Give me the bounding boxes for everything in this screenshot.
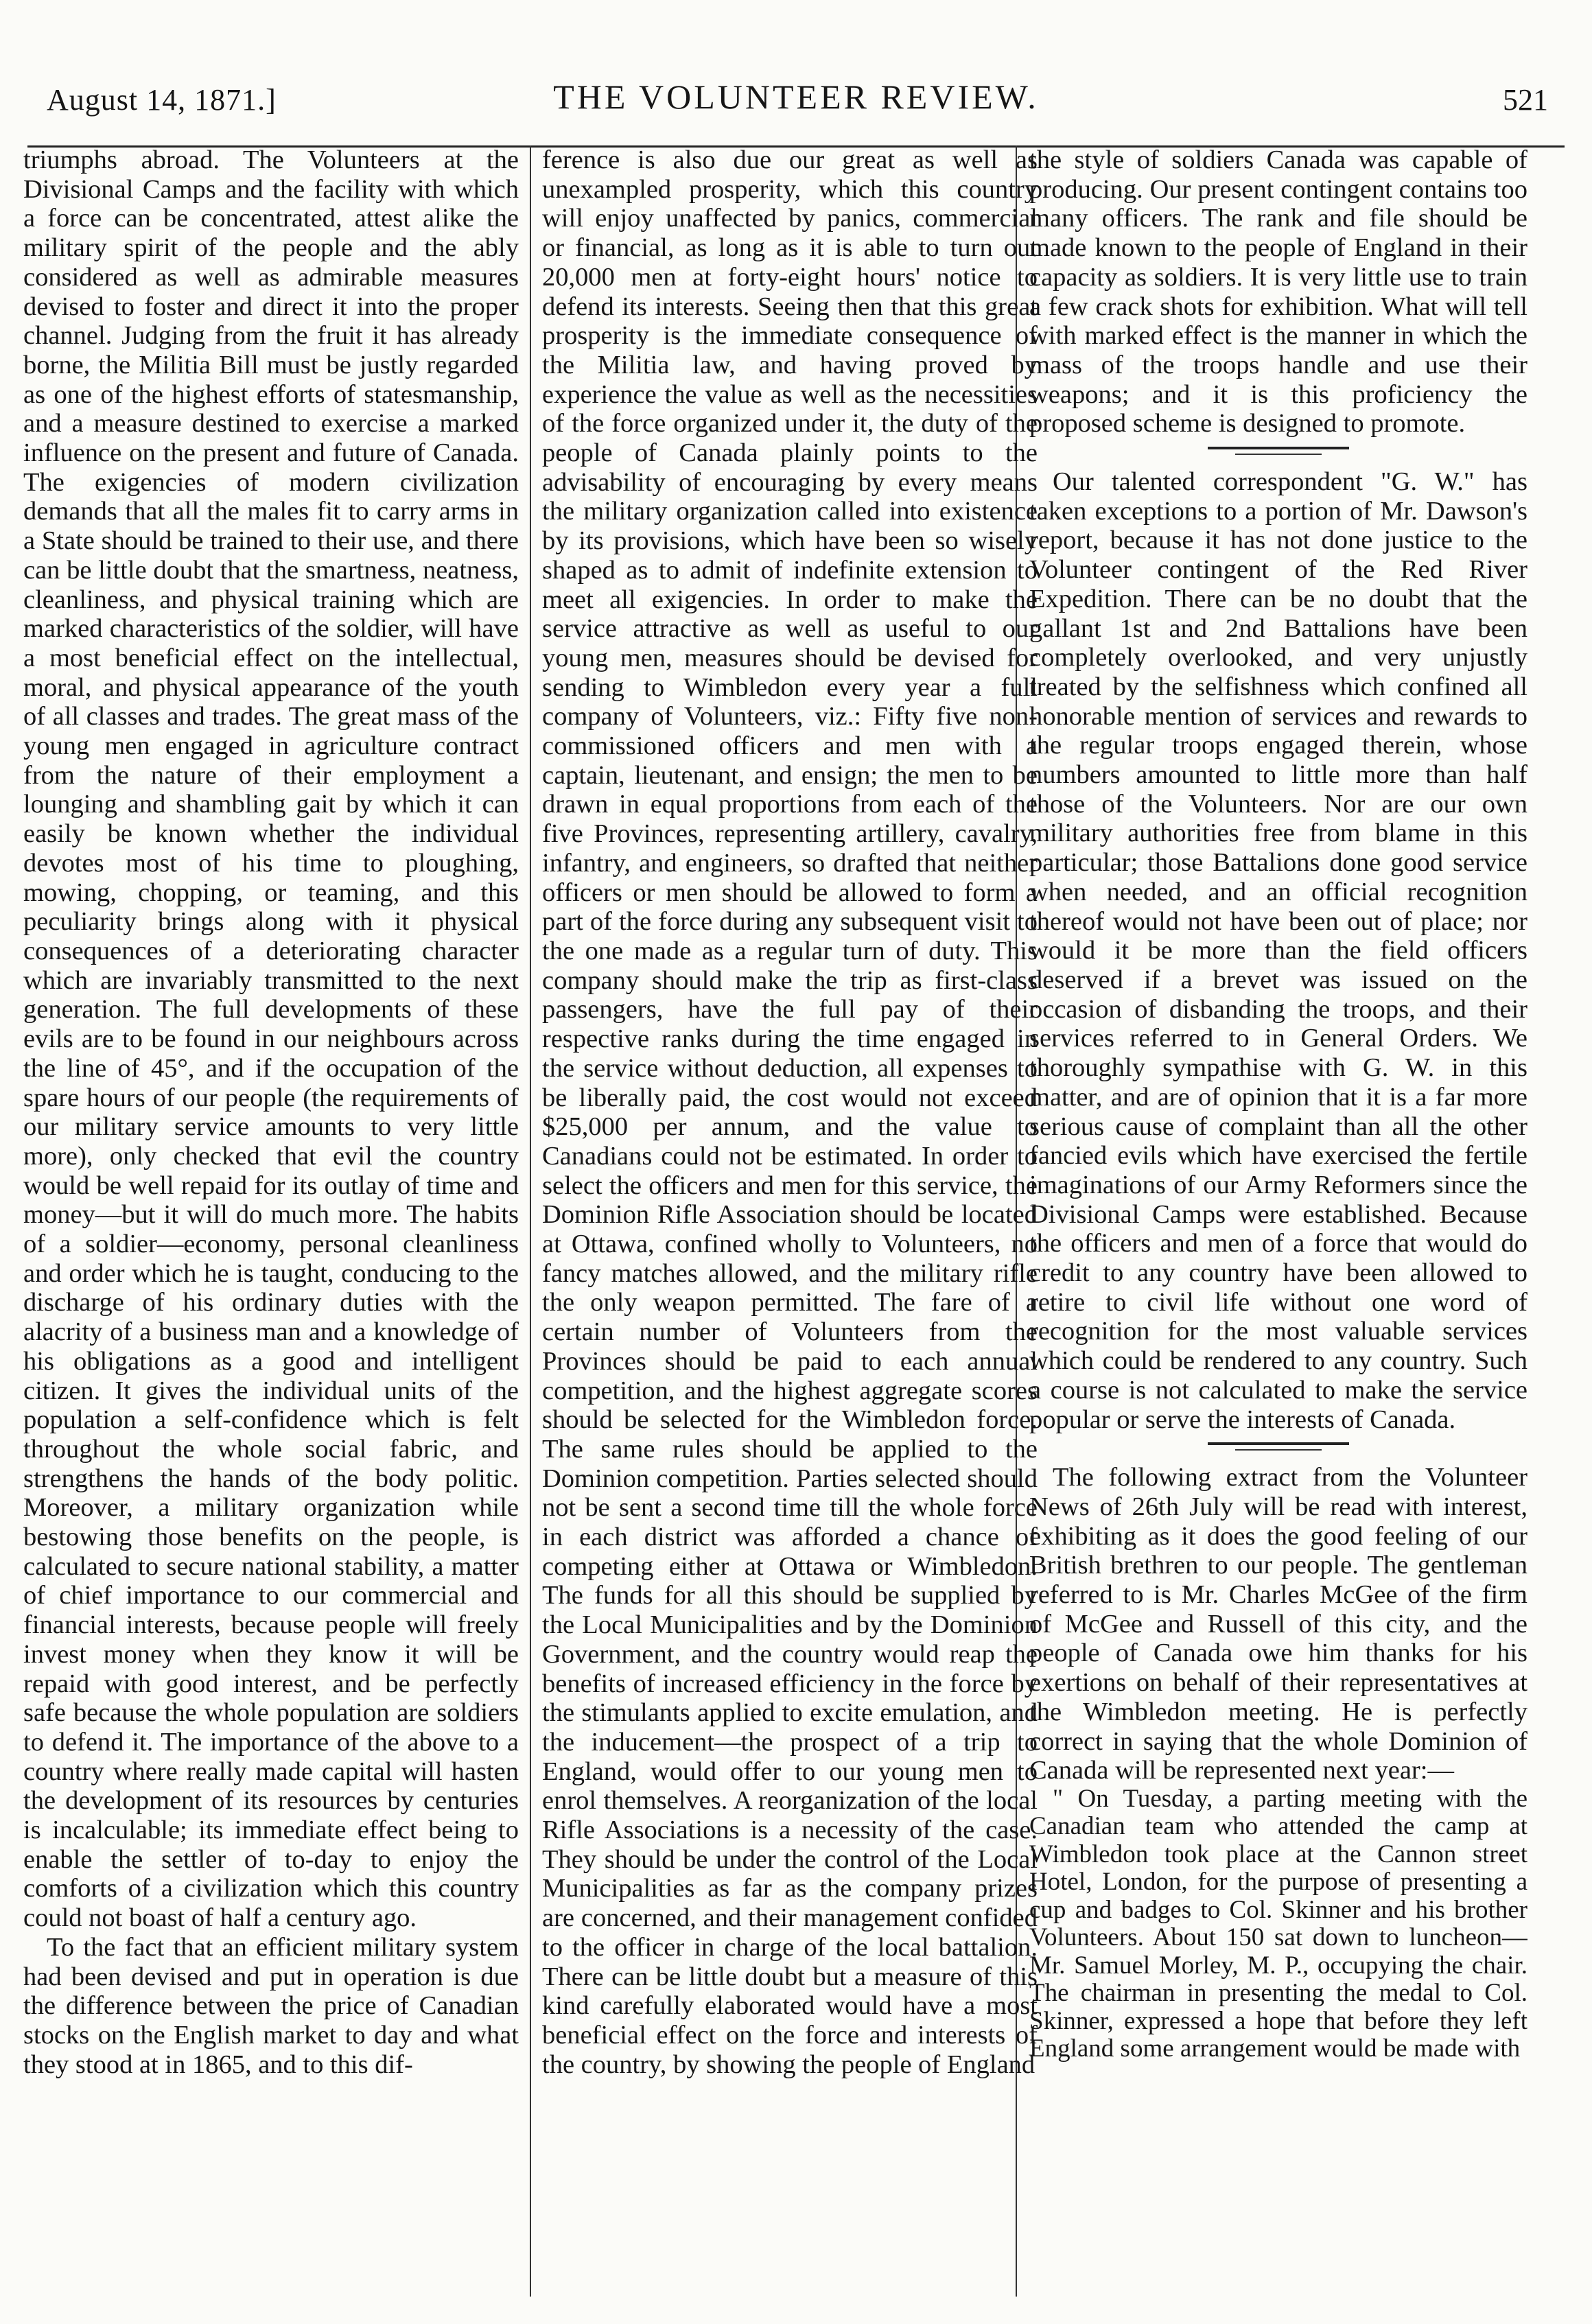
article-paragraph: triumphs abroad. The Volunteers at the Divisional Camps and the facility with which a force can be concentrated, attest alike the military spirit of the people and the ably considered as well as admirable measures devised to foster and direct it into the proper channel. Judging from the fruit it has already borne, the Militia Bill must be justly regarded as one of the highest efforts of statesmanship, and a measure destined to exercise a marked influence on the present and future of Canada. The exigencies of modern civilization demands that all the males fit to carry arms in a State should be trained to their use, and there can be little doubt that the smartness, neatness, cleanliness, and physical training which are marked characteristics of the soldier, will have a most beneficial effect on the intellectual, moral, and physical appearance of the youth of all classes and trades. The great mass of the young men engaged in agriculture contract from the nature of their employment a lounging and shambling gait by which it can easily be known whether the individual devotes most of his time to ploughing, mowing, chopping, or teaming, and this peculiarity brings along with it physical consequences of a deteriorating character which are invariably transmitted to the next generation. The full developments of these evils are to be found in our neighbours across the line of 45°, and if the occupation of the spare hours of our people (the requirements of our military service amounts to very little more), only checked that evil the country would be well repaid for its outlay of time and money—but it will do much more. The habits of a soldier—economy, personal cleanliness and order which he is taught, conducing to the discharge of his ordinary duties with the alacrity of a business man and a knowledge of his obligations as a good and intelligent citizen. It gives the individual units of the population a self-confidence which is felt throughout the whole social fabric, and strengthens the hands of the body politic. Moreover, a military organization while bestowing those benefits on the people, is calculated to secure national stability, a matter of chief importance to our commercial and financial interests, because people will freely invest money when they know it will be repaid with good interest, and be perfectly safe because the whole population are soldiers to defend it. The importance of the above to a country where really made capital will hasten the development of its resources by centuries is incalculable; its immediate effect being to enable the settler of to-day to enjoy the comforts of a civilization which this country could not boast of half a century ago.: [23, 145, 519, 1933]
article-paragraph: ference is also due our great as well as unexampled prosperity, which this country will enjoy unaffected by panics, commercial or financial, as long as it is able to turn out 20,000 men at forty-eight hours' notice to defend its interests. Seeing then that this great prosperity is the immediate consequence of the Militia law, and having proved by experience the value as well as the necessities of the force organized under it, the duty of the people of Canada plainly points to the advisability of encouraging by every means the military organization called into existence by its provisions, which have been so wisely shaped as to admit of indefinite extension to meet all exigencies. In order to make the service attractive as well as useful to our young men, measures should be devised for sending to Wimbledon every year a full company of Volunteers, viz.: Fifty five non-commissioned officers and men with a captain, lieutenant, and ensign; the men to be drawn in equal proportions from each of the five Provinces, representing artillery, cavalry, infantry, and engineers, so drafted that neither officers or men should be allowed to form a part of the force during any subsequent visit to the one made as a regular turn of duty. This company should make the trip as first-class passengers, have the full pay of their respective ranks during the time engaged in the service without deduction, all expenses to be liberally paid, the cost would not exceed $25,000 per annum, and the value to Canadians could not be estimated. In order to select the officers and men for this service, the Dominion Rifle Association should be located at Ottawa, confined wholly to Volunteers, no fancy matches allowed, and the military rifle the only weapon permitted. The fare of a certain number of Volunteers from the Provinces should be paid to each annual competition, and the highest aggregate scores should be selected for the Wimbledon force. The same rules should be applied to the Dominion competition. Parties selected should not be sent a second time till the whole force in each district was afforded a chance of competing either at Ottawa or Wimbledon. The funds for all this should be supplied by the Local Municipalities and by the Dominion Government, and the country would reap the benefits of increased efficiency in the force by the stimulants applied to excite emulation, and the inducement—the prospect of a trip to England, would offer to our young men to enrol themselves. A reorganization of the local Rifle Associations is a necessity of the case. They should be under the control of the Local Municipalities as far as the company prizes are concerned, and their management confided to the officer in charge of the local battalion. There can be little doubt but a measure of this kind carefully elaborated would have a most beneficial effect on the force and interests of the country, by showing the people of England: [542, 145, 1038, 2079]
page-number: 521: [1503, 83, 1548, 117]
article-paragraph: To the fact that an efficient military system had been devised and put in operation is due the difference between the price of Canadian stocks on the English market to day and what they stood at in 1865, and to this dif-: [23, 1932, 519, 2079]
column-2: [542, 145, 1038, 2324]
article-paragraph: Our talented correspondent "G. W." has taken exceptions to a portion of Mr. Dawson's report, because it has not done justice to the Volunteer contingent of the Red River Expedition. There can be no doubt that the gallant 1st and 2nd Battalions have been completely overlooked, and very unjustly treated by the selfishness which confined all honorable mention of services and rewards to the regular troops engaged therein, whose numbers amounted to little more than half those of the Volunteers. Nor are our own military authorities free from blame in this particular; those Battalions done good service when needed, and an official recognition thereof would not have been out of place; nor would it be more than the field officers deserved if a brevet was issued on the occasion of disbanding the troops, and their services referred to in General Orders. We thoroughly sympathise with G. W. in this matter, and are of opinion that it is a far more serious cause of complaint than all the other fancied evils which have exercised the fertile imaginations of our Army Reformers since the Divisional Camps were established. Because the officers and men of a force that would do credit to any country have been allowed to retire to civil life without one word of recognition for the most valuable services which could be rendered to any country. Such a course is not calculated to make the service popular or serve the interests of Canada.: [1029, 467, 1527, 1434]
section-divider: [1029, 1434, 1527, 1463]
publication-title: THE VOLUNTEER REVIEW.: [553, 78, 1039, 116]
article-paragraph: the style of soldiers Canada was capable of producing. Our present contingent contains too many officers. The rank and file should be made known to the people of England in their capacity as soldiers. It is very little use to train a few crack shots for exhibition. What will tell with marked effect is the manner in which the mass of the troops handle and use their weapons; and it is this proficiency the proposed scheme is designed to promote.: [1029, 145, 1527, 438]
page-header: [27, 0, 1565, 148]
column-3: [1029, 145, 1527, 2324]
section-divider: [1029, 438, 1527, 467]
quoted-extract: " On Tuesday, a parting meeting with the Canadian team who attended the camp at Wimbledon took place at the Cannon street Hotel, London, for the purpose of presenting a cup and badges to Col. Skinner and his brother Volunteers. About 150 sat down to luncheon—Mr. Samuel Morley, M. P., occupying the chair. The chairman in presenting the medal to Col. Skinner, expressed a hope that before they left England some arrangement would be made with: [1029, 1784, 1527, 2063]
column-1: [23, 145, 519, 2324]
article-paragraph: The following extract from the Volunteer News of 26th July will be read with interest, exhibiting as it does the good feeling of our British brethren to our people. The gentleman referred to is Mr. Charles McGee of the firm of McGee and Russell of this city, and the people of Canada owe him thanks for his exertions on behalf of their representatives at the Wimbledon meeting. He is perfectly correct in saying that the whole Dominion of Canada will be represented next year:—: [1029, 1463, 1527, 1785]
column-rule: [530, 145, 531, 2297]
issue-date: August 14, 1871.]: [47, 83, 277, 117]
